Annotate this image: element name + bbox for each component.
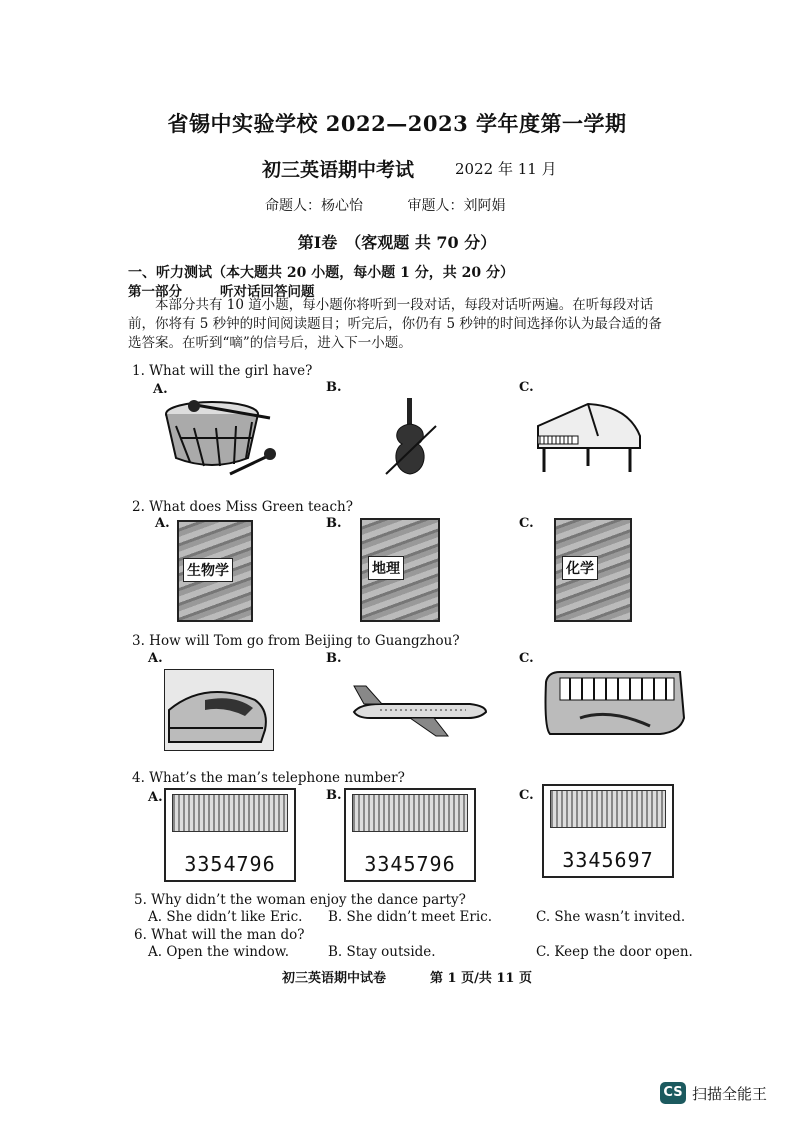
instructions: 本部分共有 10 道小题，每小题你将听到一段对话，每段对话听两遍。在听每段对话前，你将有 5 秒钟的时间阅读题目；听完后，你仍有 5 秒钟的时间选择你认为最合适的备选答案。在听到“嘀”的信号后，进入下一小题。 xyxy=(128,297,662,351)
q6-choice-b: B. Stay outside. xyxy=(328,944,436,960)
exam-title: 省锡中实验学校 2022—2023 学年度第一学期 xyxy=(167,111,627,136)
q3-option-a: A. xyxy=(148,651,163,666)
telephone-icon xyxy=(352,794,468,832)
telephone-icon xyxy=(172,794,288,832)
phone-number-b: 3345796 xyxy=(364,852,456,876)
book-title-chemistry: 化学 xyxy=(562,556,598,580)
bus-icon xyxy=(540,668,688,742)
q1-option-c: C. xyxy=(519,380,534,395)
q6-choice-c: C. Keep the door open. xyxy=(536,944,693,960)
drum-icon xyxy=(160,396,285,478)
q5-choice-b: B. She didn’t meet Eric. xyxy=(328,909,493,925)
q2-option-c: C. xyxy=(519,516,534,531)
camscanner-text: 扫描全能王 xyxy=(692,1084,768,1103)
q4-option-c: C. xyxy=(519,788,534,803)
phone-number-c: 3345697 xyxy=(562,848,654,872)
question-5: 5. Why didn’t the woman enjoy the dance party? xyxy=(134,892,466,908)
q2-option-a: A. xyxy=(155,516,170,531)
camscanner-logo-icon: CS xyxy=(660,1082,686,1104)
part-label: 第一部分 xyxy=(128,284,182,300)
phone-b-icon xyxy=(344,788,476,882)
q5-choice-a: A. She didn’t like Eric. xyxy=(148,909,303,925)
plane-icon xyxy=(350,678,490,740)
geography-book-icon xyxy=(360,518,440,622)
volume-heading: 第Ⅰ卷 （客观题 共 70 分） xyxy=(297,233,497,252)
section-heading: 一、听力测试（本大题共 20 小题，每小题 1 分，共 20 分） xyxy=(128,265,514,281)
q5-choice-c: C. She wasn’t invited. xyxy=(536,909,686,925)
footer-page-number: 第 1 页/共 11 页 xyxy=(430,971,533,986)
question-4: 4. What’s the man’s telephone number? xyxy=(132,770,405,786)
q3-option-c: C. xyxy=(519,651,534,666)
question-1: 1. What will the girl have? xyxy=(132,363,313,379)
phone-c-icon xyxy=(542,784,674,878)
piano-icon xyxy=(528,396,646,478)
q6-choice-a: A. Open the window. xyxy=(148,944,289,960)
reviewer: 审题人：刘阿娟 xyxy=(407,198,506,214)
camscanner-watermark xyxy=(660,1082,767,1104)
book-title-biology: 生物学 xyxy=(183,558,233,582)
phone-number-a: 3354796 xyxy=(184,852,276,876)
page-footer xyxy=(282,967,576,986)
authors-line xyxy=(265,195,545,215)
q1-option-a: A. xyxy=(153,382,168,397)
biology-book-icon xyxy=(177,520,253,622)
q4-option-b: B. xyxy=(326,788,342,803)
author: 命题人：杨心怡 xyxy=(265,198,363,214)
chemistry-book-icon xyxy=(554,518,632,622)
q1-option-b: B. xyxy=(326,380,342,395)
q4-option-a: A. xyxy=(148,790,163,805)
exam-subtitle: 初三英语期中考试 xyxy=(262,159,415,181)
train-icon xyxy=(164,669,274,751)
phone-a-icon xyxy=(164,788,296,882)
book-title-geography: 地理 xyxy=(368,556,404,580)
telephone-icon xyxy=(550,790,666,828)
part-title: 听对话回答问题 xyxy=(220,284,315,300)
q2-option-b: B. xyxy=(326,516,342,531)
question-3: 3. How will Tom go from Beijing to Guangzhou? xyxy=(132,633,460,649)
violin-icon xyxy=(380,396,440,478)
exam-date: 2022 年 11 月 xyxy=(455,160,557,178)
q3-option-b: B. xyxy=(326,651,342,666)
question-6: 6. What will the man do? xyxy=(134,927,305,943)
question-2: 2. What does Miss Green teach? xyxy=(132,499,353,515)
footer-paper-name: 初三英语期中试卷 xyxy=(282,971,387,986)
